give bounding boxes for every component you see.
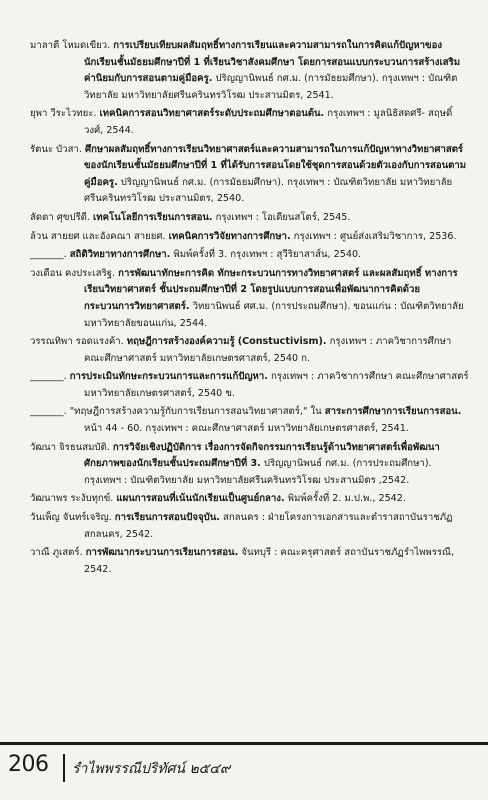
reference-author: _______. xyxy=(30,406,67,418)
reference-author: วัฒนาพร ระงับทุกข์. xyxy=(30,493,114,505)
reference-publication: กรุงเทพฯ : โอเดียนสโตร์, 2545. xyxy=(215,211,351,223)
reference-author: วันเพ็ญ จันทร์เจริญ. xyxy=(30,512,112,524)
reference-entry xyxy=(30,545,470,578)
reference-publication: ปริญญานิพนธ์ กศ.ม. (การประถมศึกษา). กรุงเทพฯ : บัณฑิตวิทยาลัย มหาวิทยาลัยศรีนครินทรวิโรฒ ประสานมิตร ,2542. xyxy=(84,458,432,486)
reference-title: การเปรียบเทียบผลสัมฤทธิ์ทางการเรียนและความสามารถในการคิดแก้ปัญหาของนักเรียนชั้นมัธยมศึกษาปีที่ 1 ที่เรียนวิชาสังคมศึกษา โดยการสอนแบบกระบวนการสร้างเสริมค่านิยมกับการสอนตามคู่มือครู. xyxy=(84,40,461,85)
reference-title: ทฤษฎีการสร้างองค์ความรู้ xyxy=(126,336,235,348)
reference-entry xyxy=(30,369,470,402)
reference-entry xyxy=(30,210,470,227)
reference-title-extra: (Constuctivism). xyxy=(237,336,327,348)
reference-author: วรรณทิพา รอดแรงค้า. xyxy=(30,336,124,348)
reference-author: ลัดดา ศุขปรีดี. xyxy=(30,211,90,223)
reference-publication: กรุงเทพฯ : ภาควิชาการศึกษา คณะศึกษาศาสตร์ มหาวิทยาลัยเกษตรศาสตร์, 2540 ข. xyxy=(84,371,469,399)
reference-publication: กรุงเทพฯ : มูลนิธิสดศรี- สฤษดิ์วงศ์, 2544. xyxy=(84,108,453,136)
journal-title: รำไพพรรณีปริทัศน์ ๒๕๔๙ xyxy=(72,761,231,777)
reference-entry xyxy=(30,404,470,437)
reference-title: เทคโนโลยีการเรียนการสอน. xyxy=(93,211,213,223)
reference-entry xyxy=(30,266,470,332)
reference-author: วาณี ภูเสตร์. xyxy=(30,547,83,559)
reference-publication: กรุงเทพฯ : ศูนย์ส่งเสริมวิชาการ, 2536. xyxy=(293,230,457,242)
reference-author: _______. xyxy=(30,249,67,261)
reference-chapter: "ทฤษฎีการสร้างความรู้กับการเรียนการสอนวิทยาศาสตร์," ใน xyxy=(69,406,322,418)
reference-entry xyxy=(30,334,470,367)
reference-entry xyxy=(30,491,470,508)
reference-entry xyxy=(30,229,470,246)
reference-title: เทคนิคการสอนวิทยาศาสตร์ระดับประถมศึกษาตอนต้น. xyxy=(99,108,325,120)
reference-title: การพัฒนากระบวนการเรียนการสอน. xyxy=(85,547,239,559)
reference-publication: กรุงเทพฯ : ภาควิชาการศึกษาคณะศึกษาศาสตร์ มหาวิทยาลัยเกษตรศาสตร์, 2540 ก. xyxy=(84,336,452,364)
reference-title: การพัฒนาทักษะการคิด ทักษะกระบวนการทางวิทยาศาสตร์ และผลสัมฤทธิ์ ทางการเรียนวิทยาศาสตร์ ชั้นประถมศึกษาปีที่ 2 โดยรูปแบบการสอนเพื่อพัฒนาการคิดด้วยกระบวนการวิทยาศาสตร์. xyxy=(84,267,458,312)
reference-entry xyxy=(30,142,470,208)
reference-list xyxy=(30,38,470,580)
reference-author: ล้วน สายยศ และอังคณา สายยศ. xyxy=(30,230,166,242)
reference-title: เทคนิคการวิจัยทางการศึกษา. xyxy=(168,230,291,242)
reference-publication: วิทยานิพนธ์ ศศ.ม. (การประถมศึกษา). ขอนแก่น : บัณฑิตวิทยาลัย มหาวิทยาลัยขอนแก่น, 2544. xyxy=(84,300,464,329)
reference-publication: สกลนคร : ฝ่ายโครงการเอกสารและตำราสถาบันราชภัฏสกลนคร, 2542. xyxy=(84,512,453,540)
page-footer xyxy=(0,742,488,800)
reference-title: การเรียนการสอนปัจจุบัน. xyxy=(114,512,220,524)
reference-author: รัตนะ บัวสา. xyxy=(30,143,82,155)
reference-publication: หน้า 44 - 60. กรุงเทพฯ : คณะศึกษาศาสตร์ มหาวิทยาลัยเกษตรศาสตร์, 2541. xyxy=(84,423,409,435)
reference-publication: ปริญญานิพนธ์ กศ.ม. (การมัธยมศึกษา). กรุงเทพฯ : บัณฑิตวิทยาลัย มหาวิทยาลัยศรีนครินทรวิโรฒ ประสานมิตร, 2541. xyxy=(84,73,458,101)
reference-publication: จันทบุรี : คณะครุศาสตร์ สถาบันราชภัฏรำไพพรรณี, 2542. xyxy=(84,547,454,575)
reference-title: การประเมินทักษะกระบวนการและการแก้ปัญหา. xyxy=(69,371,268,383)
reference-publication: พิมพ์ครั้งที่ 2. ม.ป.พ., 2542. xyxy=(287,493,406,505)
reference-author: มาลาตี โหมดเขียว. xyxy=(30,40,111,51)
reference-entry xyxy=(30,106,470,139)
reference-title: แผนการสอนที่เน้นนักเรียนเป็นศูนย์กลาง. xyxy=(116,493,285,505)
reference-author: _______. xyxy=(30,371,67,383)
reference-author: ยุพา วีระไวทยะ. xyxy=(30,108,97,120)
reference-entry xyxy=(30,38,470,104)
reference-entry xyxy=(30,247,470,264)
reference-author: วงเดือน คงประเสริฐ. xyxy=(30,267,116,279)
reference-entry xyxy=(30,440,470,490)
footer-rule xyxy=(0,742,488,745)
reference-title: สาระการศึกษาการเรียนการสอน. xyxy=(324,406,462,418)
reference-title: สถิติวิทยาทางการศึกษา. xyxy=(69,249,171,261)
page-number: 206 xyxy=(8,752,49,777)
reference-title: ศึกษาผลสัมฤทธิ์ทางการเรียนวิทยาศาสตร์และความสามารถในการแก้ปัญหาทางวิทยาศาสตร์ของนักเรียนชั้นมัธยมศึกษาปีที่ 1 ที่ได้รับการสอนโดยใช้ชุดการสอนด้วยตัวเองกับการสอนตามคู่มือครู. xyxy=(84,143,467,188)
reference-author: วัฒนา จิรธนสมบัติ. xyxy=(30,441,110,453)
reference-publication: พิมพ์ครั้งที่ 3. กรุงเทพฯ : สุวีริยาสาส์น, 2540. xyxy=(173,249,362,261)
reference-entry xyxy=(30,510,470,543)
reference-title: การวิจัยเชิงปฏิบัติการ เรื่องการจัดกิจกรรมการเรียนรู้ด้านวิทยาศาสตร์เพื่อพัฒนาศักยภาพของนักเรียนชั้นประถมศึกษาปีที่ 3. xyxy=(84,441,440,470)
reference-publication: ปริญญานิพนธ์ กศ.ม. (การมัธยมศึกษา). กรุงเทพฯ : บัณฑิตวิทยาลัย มหาวิทยาลัยศรีนครินทรวิโรฒ ประสานมิตร, 2540. xyxy=(84,176,453,205)
footer-divider xyxy=(63,754,65,782)
